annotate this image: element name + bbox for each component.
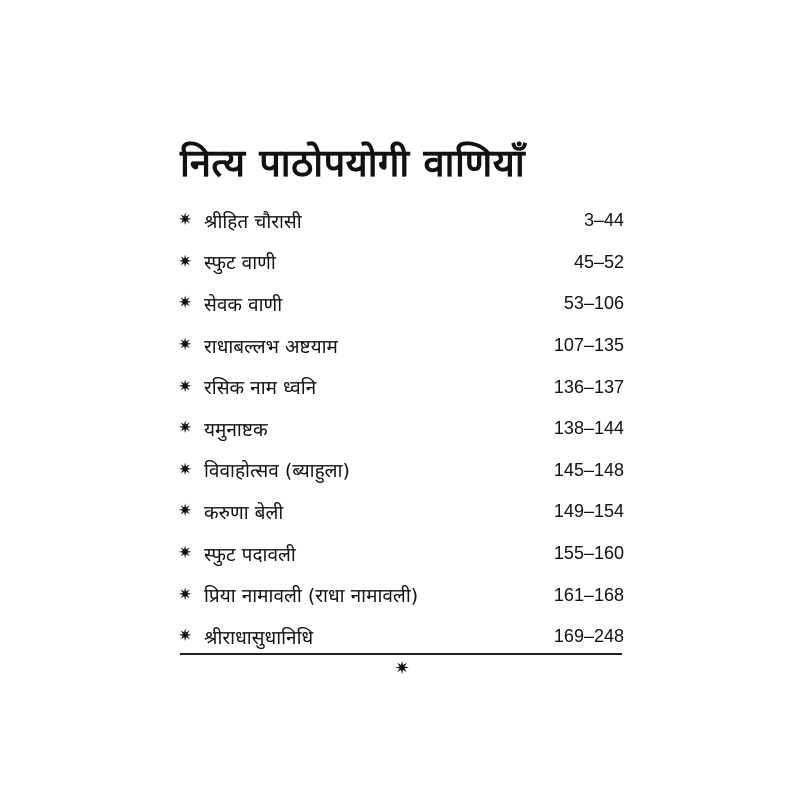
- star-bullet-icon: ✷: [178, 543, 193, 564]
- item-title: विवाहोत्सव (ब्याहुला): [204, 460, 350, 483]
- list-item: [178, 616, 624, 658]
- list-item: [178, 283, 624, 325]
- item-title: श्रीहित चौरासी: [204, 210, 302, 233]
- page-range: 45–52: [573, 251, 624, 272]
- page-range: 149–154: [553, 501, 624, 522]
- page-range: 155–160: [553, 543, 624, 564]
- list-item: [178, 200, 624, 242]
- list-item: [178, 574, 624, 616]
- page-range: 138–144: [553, 418, 624, 439]
- item-title: स्फुट पदावली: [204, 543, 296, 566]
- star-bullet-icon: ✷: [178, 459, 193, 480]
- page-range: 3–44: [583, 210, 624, 231]
- item-title: स्फुट वाणी: [204, 252, 276, 275]
- item-title: प्रिया नामावली (राधा नामावली): [204, 585, 419, 608]
- list-item: [178, 533, 624, 575]
- page-range: 169–248: [553, 626, 624, 647]
- page-title: नित्य पाठोपयोगी वाणियाँ: [180, 141, 526, 185]
- contents-list: [178, 200, 624, 658]
- star-bullet-icon: ✷: [178, 418, 193, 439]
- page-range: 161–168: [553, 584, 624, 605]
- star-bullet-icon: ✷: [178, 335, 193, 356]
- item-title: राधाबल्लभ अष्टयाम: [204, 335, 338, 358]
- list-item: [178, 325, 624, 367]
- list-item: [178, 491, 624, 533]
- page-range: 107–135: [553, 335, 624, 356]
- divider-line: [180, 653, 622, 655]
- item-title: श्रीराधासुधानिधि: [204, 626, 314, 649]
- star-bullet-icon: ✷: [178, 251, 193, 272]
- star-bullet-icon: ✷: [178, 501, 193, 522]
- page-range: 145–148: [553, 459, 624, 480]
- page-range: 136–137: [553, 376, 624, 397]
- item-title: करुणा बेली: [204, 501, 284, 524]
- item-title: रसिक नाम ध्वनि: [204, 377, 317, 400]
- list-item: [178, 366, 624, 408]
- list-item: [178, 450, 624, 492]
- star-bullet-icon: ✷: [178, 210, 193, 231]
- item-title: सेवक वाणी: [204, 293, 283, 316]
- star-bullet-icon: ✷: [178, 584, 193, 605]
- page-range: 53–106: [563, 293, 624, 314]
- star-bullet-icon: ✷: [178, 293, 193, 314]
- list-item: [178, 242, 624, 284]
- star-bullet-icon: ✷: [178, 626, 193, 647]
- star-ornament-icon: ✷: [394, 658, 410, 679]
- list-item: [178, 408, 624, 450]
- star-bullet-icon: ✷: [178, 376, 193, 397]
- item-title: यमुनाष्टक: [204, 418, 268, 441]
